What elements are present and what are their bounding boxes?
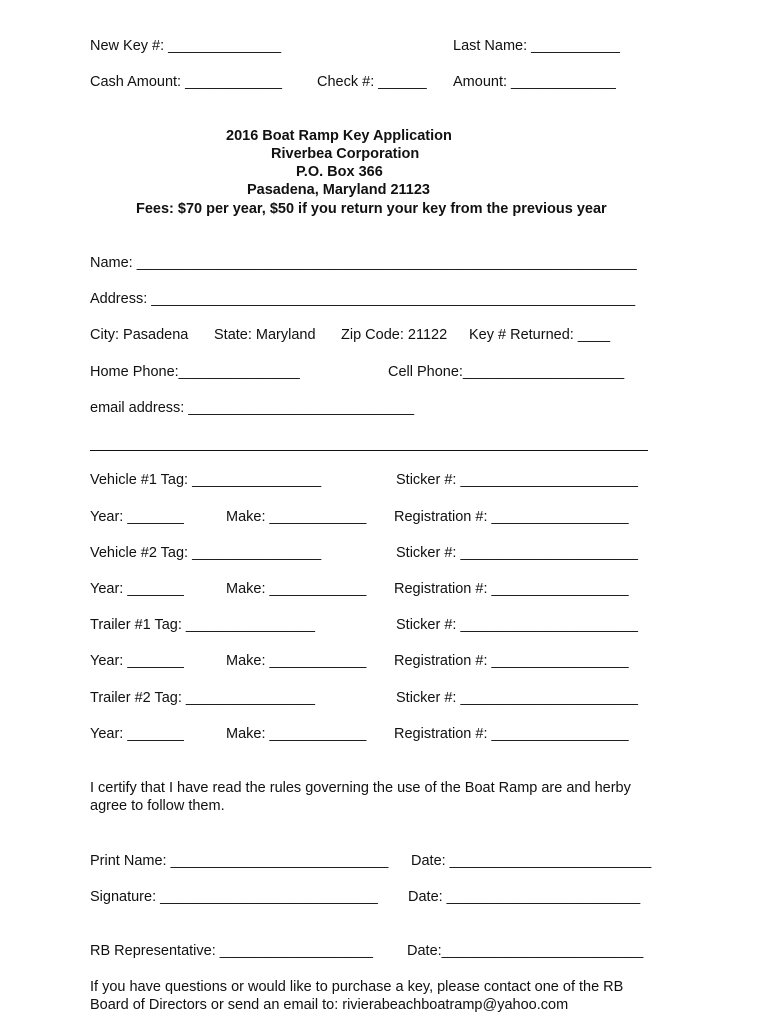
key-returned-field: Key # Returned: ____: [469, 327, 611, 343]
trailer-1-year-field: Year: _______: [90, 653, 184, 669]
contact-text-line-1: If you have questions or would like to purchase a key, please contact one of the RB: [90, 979, 624, 995]
applicant-name-field: Name: ______________________________________________________________: [90, 255, 637, 271]
trailer-2-sticker-field: Sticker #: ______________________: [396, 690, 638, 706]
cash-amount-field: Cash Amount: ____________: [90, 74, 282, 90]
vehicle-1-registration-field: Registration #: _________________: [394, 509, 629, 525]
check-number-field: Check #: ______: [317, 74, 427, 90]
vehicle-2-make-field: Make: ____________: [226, 581, 367, 597]
vehicle-2-registration-field: Registration #: _________________: [394, 581, 629, 597]
home-phone-field: Home Phone:_______________: [90, 364, 300, 380]
organization-name: Riverbea Corporation: [271, 146, 420, 162]
rb-representative-date-field: Date:_________________________: [407, 943, 644, 959]
vehicle-1-year-field: Year: _______: [90, 509, 184, 525]
vehicle-2-tag-field: Vehicle #2 Tag: ________________: [90, 545, 322, 561]
vehicle-1-tag-field: Vehicle #1 Tag: ________________: [90, 472, 322, 488]
email-address-field: email address: ____________________________: [90, 400, 415, 416]
applicant-city: City: Pasadena: [90, 327, 189, 343]
trailer-1-registration-field: Registration #: _________________: [394, 653, 629, 669]
signature-field: Signature: ___________________________: [90, 889, 378, 905]
print-name-field: Print Name: ___________________________: [90, 853, 389, 869]
trailer-2-make-field: Make: ____________: [226, 726, 367, 742]
print-name-date-field: Date: _________________________: [411, 853, 652, 869]
amount-field: Amount: _____________: [453, 74, 616, 90]
section-divider: [90, 450, 648, 451]
new-key-field: New Key #: ______________: [90, 38, 282, 54]
po-box: P.O. Box 366: [296, 164, 383, 180]
trailer-1-make-field: Make: ____________: [226, 653, 367, 669]
rb-representative-field: RB Representative: ___________________: [90, 943, 373, 959]
trailer-1-tag-field: Trailer #1 Tag: ________________: [90, 617, 315, 633]
vehicle-2-sticker-field: Sticker #: ______________________: [396, 545, 638, 561]
vehicle-2-year-field: Year: _______: [90, 581, 184, 597]
applicant-state: State: Maryland: [214, 327, 316, 343]
city-state-zip: Pasadena, Maryland 21123: [247, 182, 430, 198]
vehicle-1-sticker-field: Sticker #: ______________________: [396, 472, 638, 488]
trailer-2-tag-field: Trailer #2 Tag: ________________: [90, 690, 315, 706]
cell-phone-field: Cell Phone:____________________: [388, 364, 625, 380]
certification-text-line-1: I certify that I have read the rules governing the use of the Boat Ramp are and herby: [90, 780, 631, 796]
trailer-2-registration-field: Registration #: _________________: [394, 726, 629, 742]
trailer-2-year-field: Year: _______: [90, 726, 184, 742]
applicant-address-field: Address: ____________________________________________________________: [90, 291, 636, 307]
signature-date-field: Date: ________________________: [408, 889, 641, 905]
trailer-1-sticker-field: Sticker #: ______________________: [396, 617, 638, 633]
form-title: 2016 Boat Ramp Key Application: [226, 128, 452, 144]
applicant-zip: Zip Code: 21122: [341, 327, 448, 343]
fees-line: Fees: $70 per year, $50 if you return your key from the previous year: [136, 201, 607, 217]
last-name-field: Last Name: ___________: [453, 38, 620, 54]
certification-text-line-2: agree to follow them.: [90, 798, 225, 814]
contact-text-line-2: Board of Directors or send an email to: rivierabeachboatramp@yahoo.com: [90, 997, 569, 1013]
vehicle-1-make-field: Make: ____________: [226, 509, 367, 525]
